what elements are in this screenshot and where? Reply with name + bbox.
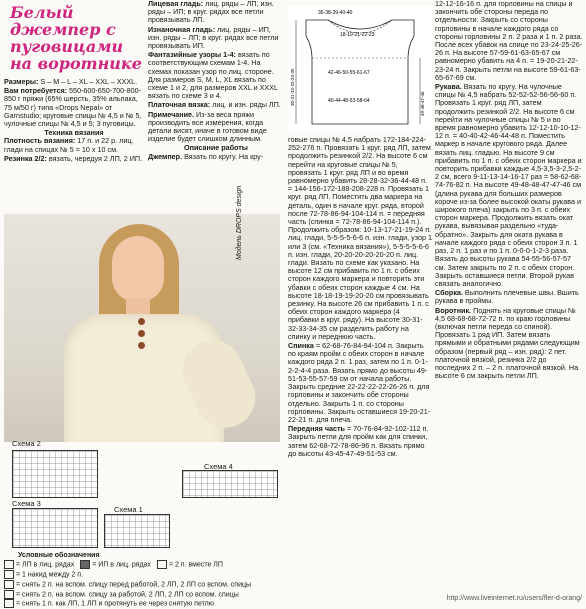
chart-4-label: Схема 4	[204, 462, 233, 471]
cable-front-symbol-icon	[4, 580, 14, 589]
yarn-over-symbol-icon	[4, 570, 14, 579]
column-3	[288, 136, 432, 459]
reverse-stockinette-label: Изнаночная гладь:	[148, 24, 216, 34]
reverse-stockinette-paragraph	[148, 26, 284, 51]
materials-label: Вам потребуется:	[4, 86, 68, 96]
knitting-charts	[4, 439, 280, 550]
note-label: Примечание.	[148, 109, 195, 119]
assembly-paragraph	[435, 289, 583, 305]
legend-item-cable-back: = снять 2 п. на вспом. спицу за работой, 2 ЛП, 2 ЛП со вспом. спицы	[4, 590, 280, 600]
legend-item-knit: = ЛП в лиц. рядах	[4, 560, 74, 570]
schematic-label-top: 36-38-39-40-40	[318, 10, 353, 16]
legend	[4, 552, 280, 609]
back-label: Спинка	[288, 341, 314, 351]
garter-paragraph	[148, 101, 284, 109]
garter-text: лиц. и изн. ряды ЛП.	[212, 100, 281, 110]
chart-1	[104, 514, 170, 548]
neck-paragraph: 12-12-16-16 п. для горловины на спицы и закончить обе стороны переда по отдельности. Закрыть со стороны горловины в начале каждого ряда со стороны горловины 2 п. 2 раза и 1 п. 2 раза. После всех убавок на спице по 23-24-25-26-26 п. На высоте 57-59-61-63-65-67 см равномерно убавить на 4 п. = 19-20-21-22-23-24 п. Закрыть петли на высоте 59-61-63-65-67-69 см.	[435, 0, 583, 82]
stockinette-label: Лицевая гладь:	[148, 0, 204, 8]
schematic-label-top2: 18-19-21-22-23	[340, 32, 375, 38]
chart-3	[12, 508, 98, 548]
collar-paragraph	[435, 307, 583, 381]
pattern-schematic	[288, 6, 432, 132]
photo-credit: Модель DROPS design	[236, 185, 243, 260]
chart-2-grid	[13, 451, 97, 497]
cable-back-symbol-icon	[4, 590, 14, 599]
legend-item-cable-front: = снять 2 п. на вспом. спицу перед работой, 2 ЛП, 2 ЛП со вспом. спицы	[4, 580, 280, 590]
assembly-label: Сборка.	[435, 288, 463, 298]
rib-paragraph	[4, 155, 144, 163]
fancy-pattern-paragraph	[148, 51, 284, 100]
schematic-label-side: 30-31-32-33-34-35	[290, 68, 295, 106]
gauge-text: 17 п. и 22 р. лиц. глади на спицах № 5 = 10 х 10 см.	[4, 136, 134, 154]
rib-text: вязать, чередуя 2 ЛП, 2 ИП.	[48, 153, 143, 163]
garter-label: Платочная вязка:	[148, 100, 211, 110]
technique-heading: Техника вязания	[44, 128, 104, 138]
watermark-url: http://www.liveinternet.ru/users/fler-d-orang/	[446, 595, 582, 602]
legend-item-skp: = снять 1 п. как ЛП, 1 ЛП и протянуть ее через снятую петлю	[4, 599, 280, 609]
jumper-text: Вязать по кругу. На кру-	[184, 151, 264, 161]
button-1	[138, 318, 145, 325]
button-2	[138, 330, 145, 337]
collar-label: Воротник.	[435, 305, 472, 315]
chart-4	[182, 470, 278, 498]
purl-symbol-icon	[80, 560, 90, 569]
note-text: Из-за веса пряжи производить все измерения, когда детали висят, иначе в готовом виде изделие будет слишком длинным.	[148, 109, 267, 144]
chart-3-label: Схема 3	[12, 499, 41, 508]
k2tog-symbol-icon	[157, 560, 167, 569]
sizes-text: S – M – L – XL – XXL – XXXL.	[40, 77, 138, 86]
assembly-text: Выполнить плечевые швы. Вшить рукава в проймы.	[435, 288, 579, 306]
back-paragraph	[288, 342, 432, 424]
reverse-stockinette-text: лиц. ряды – ИП, изн. ряды – ЛП; в круг. рядах все петли провязывать ИП.	[148, 24, 279, 51]
stockinette-text: лиц. ряды – ЛП, изн. ряды – ИП; в круг. рядах все петли провязывать ЛП.	[148, 0, 274, 25]
fancy-pattern-text: вязать по соответствующим схемам 1-4. На схемах показан узор по лиц. стороне. Для размеров S, M, L, XL вязать по схеме 1 и 2, для размеров XXL и XXXL вязать по схеме 3 и 4.	[148, 50, 278, 101]
sleeves-paragraph	[435, 83, 583, 288]
knit-symbol-icon	[4, 560, 14, 569]
chart-3-grid	[13, 509, 97, 547]
legend-row-1	[4, 560, 280, 570]
legend-heading: Условные обозначения	[18, 552, 100, 559]
photo-face	[112, 236, 164, 302]
front-text: = 70-76-84-92-102-112 п. Закрыть петли для пройм как для спинки, затем 62-68-72-78-86-96 п. Вязать прямо до высоты 43-45-47-49-51-53 см.	[288, 424, 429, 458]
column-4	[435, 0, 583, 381]
front-label: Передняя часть	[288, 424, 345, 434]
legend-item-k2tog: = 2 п. вместе ЛП	[157, 560, 223, 570]
materials-text: 550-600-650-700-800-850 г пряжи (65% шерсть, 35% альпака, 75 м/50 г) типа «Drops Nepal» от Garnstudio; круговые спицы № 4,5 и № 5, чулочные спицы № 4,5 и 5; 3 пуговицы.	[4, 86, 142, 129]
sizes-label: Размеры:	[4, 77, 39, 86]
schematic-label-body2: 40-44-48-53-58-64	[328, 98, 370, 104]
rib-label: Резинка 2/2:	[4, 153, 47, 163]
description-heading: Описание работы	[184, 143, 248, 153]
body-paragraph: говые спицы № 4,5 набрать 172-184-224-252-276 п. Провязать 1 круг. ряд ЛП, затем продолжить резинкой 2/2. На высоте 6 см перейти на круговые спицы № 5, провязать 1 круг. ряд ЛП и во время равномерно убавить 28-28-32-36-44-48 п. = 144-156-172-188-208-228 п. Провязать 1 круг. ряд ЛП. Поместить два маркера на деталь, один в начале круг. ряда, второй после 72-78-86-94-104-114 п. = передняя часть (спинка = 72-78-86-94-104-114 п.). Продолжить образом: 10-13-17-21-19-24 п. лиц. глади, 5-5-5-5-6-6 п. изн. глади, узор 1 или 3 (см. «Техника вязания»), 5-5-5-5-6-6 п. изн. глади, 20-20-20-20-20-20 п. лиц. глади. Вязать по схеме как указано. На высоте 12 см прибавить по 1 п. с обеих сторон каждого маркера и повторить эти убавки с обеих сторон каждые 4 см. На высоте 18-18-19-19-20-20 см провязывать резинку. На высоте 26 см прибавить 1 п. с обеих сторон каждого маркера (4 прибавки в круг. ряду). На высоте 30-31-32-33-34-35 см разделить работу на спинку и переднюю часть.	[288, 135, 432, 341]
legend-item-yo: = 1 накид между 2 п.	[4, 570, 280, 580]
schematic-label-body: 42-46-50-55-61-67	[328, 70, 370, 76]
chart-2	[12, 450, 98, 498]
stockinette-paragraph	[148, 0, 284, 25]
chart-1-grid	[105, 515, 169, 547]
column-1	[4, 0, 144, 164]
schematic-svg	[288, 6, 432, 132]
button-3	[138, 342, 145, 349]
chart-4-grid	[183, 471, 277, 497]
sizes-paragraph	[4, 78, 144, 86]
fancy-pattern-label: Фантазийные узоры 1-4:	[148, 50, 236, 60]
schematic-label-sleeve: 49-48-47-46	[420, 91, 425, 116]
page-title: Белый джемпер с пуговицами на воротнике	[10, 3, 142, 73]
note-paragraph	[148, 111, 284, 144]
chart-1-label: Схема 1	[114, 505, 143, 514]
materials-paragraph	[4, 87, 144, 128]
jumper-label: Джемпер.	[148, 151, 183, 161]
gauge-paragraph	[4, 137, 144, 153]
column-2	[148, 0, 284, 162]
chart-2-label: Схема 2	[12, 439, 41, 448]
sleeves-label: Рукава.	[435, 82, 462, 92]
gauge-label: Плотность вязания:	[4, 136, 76, 146]
legend-item-purl: = ИП в лиц. рядах	[80, 560, 151, 570]
front-paragraph	[288, 425, 432, 458]
jumper-paragraph	[148, 153, 284, 161]
collar-text: Поднять на круговые спицы № 4,5 68-68-68-72-72 п. по краю горловины (включая петли переда со спиной). Провязать 1 ряд ИП. Затем вязать прямыми и обратными рядами следующим образом (первый ряд – изн. ряд): 2 пет. платочной вязкой, резинка 2/2 до последних 2 п. – 2 п. платочной вязкой. На высоте 6 см закрыть петли ЛП.	[435, 305, 580, 381]
sleeves-text: Вязать по кругу. На чулочные спицы № 4,5 набрать 52-52-52-56-56-60 п. Провязать 1 круг. ряд ЛП, затем продолжить резинкой 2/2. На высоте 6 см перейти на чулочные спицы № 5 и во время равномерно убавить 12-12-10-10-12-12 п. = 40-40-42-46-44-48 п. Поместить маркер в начале кругового ряда. Далее вязать лиц. гладью. На высоте 9 см прибавить по 1 п. с обеих сторон маркера и повторить прибавки каждые 4,5-3,5-3-2,5-2-2 см, всего 9-11-13-14-16-17 раз = 58-62-68-74-76-82 п. На высоте 49-48-48-47-47-46 см (длина рукава для больших размеров короче из-за более высокой окаты рукава и широкого плеча) закрыть по 3 п. с обеих сторон маркера. Продолжить вязать окат рукава, вывязывая раздельно «туда-обратно». Закрыть для оката рукава в начале каждого ряда с обеих сторон 3 п. 1 раз, 2 п. 1 раз и по 1 п. 0-0-0-1-2-3 раза. Вязать до высоты рукава 54-55-56-57-57 см. Затем закрыть по 2 п. с обеих сторон. Закрыть оставшиеся петли. Второй рукав связать аналогично.	[435, 82, 582, 288]
back-text: = 62-68-76-84-94-104 п. Закрыть по краям пройм с обеих сторон в начале каждого ряда 2 п. 1 раз, затем по 1 п. 0-1-2-2-4-4 раза. Вязать прямо до высоты 49-51-53-55-57-59 см от начала работы. Закрыть средние 22-22-22-22-26-26 п. для горловины и закончить обе стороны отдельно. Закрыть 1 п. со стороны горловины. Закрыть оставшиеся 19-20-21-22-21 п. для плеча.	[288, 341, 431, 424]
